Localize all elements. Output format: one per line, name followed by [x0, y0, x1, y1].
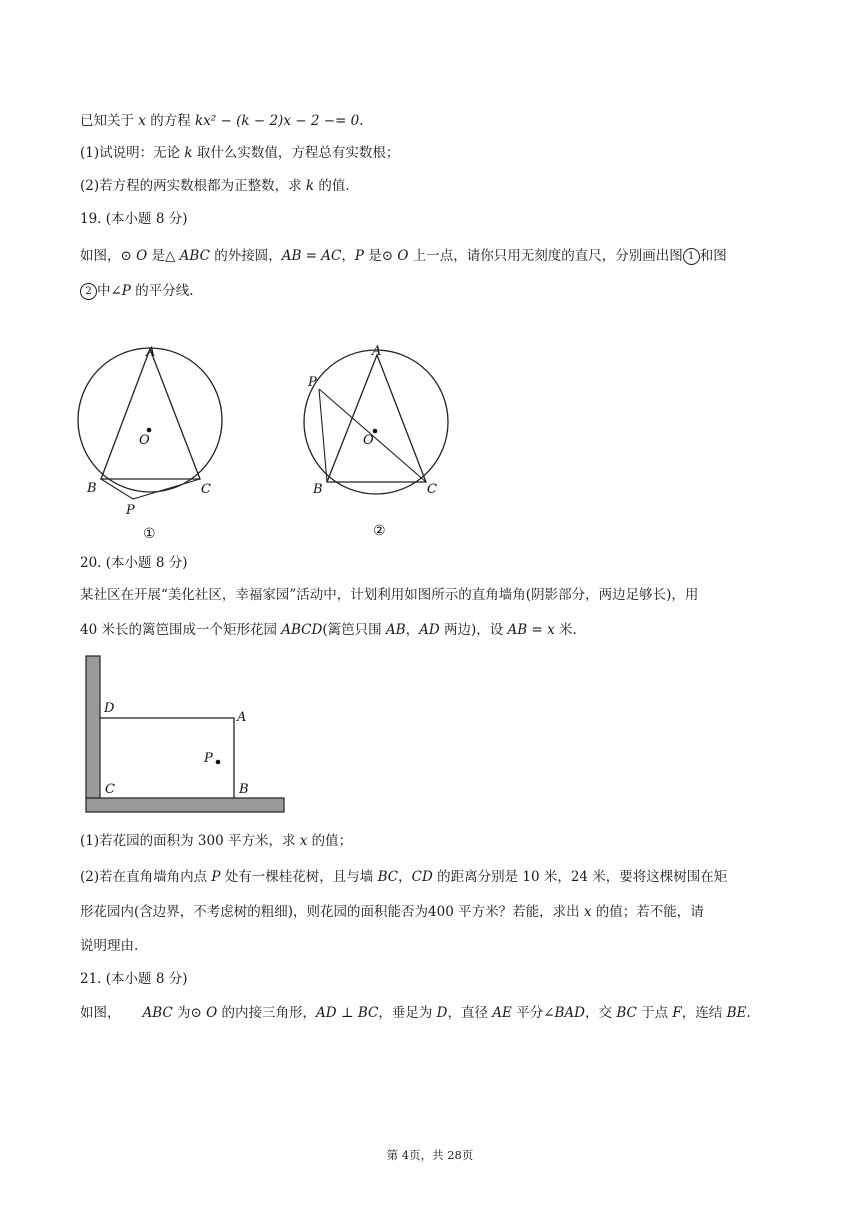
fig-label-c: C	[105, 782, 115, 797]
fig1-label-p: P	[126, 503, 135, 518]
fig1-label-b: B	[87, 481, 97, 496]
q19-line1: 如图，⊙ O 是△ ABC 的外接圆，AB = AC，P 是⊙ O 上一点，请你只用无刻度的直尺，分别画出图 1 和图	[80, 248, 727, 264]
q20-part1: (1)若花园的面积为 300 平方米，求 x 的值；	[80, 833, 353, 849]
fig1-label-c: C	[201, 482, 211, 497]
fig2-caption: ②	[373, 523, 386, 539]
wall-vertical	[86, 656, 100, 798]
fig1-label-o: O	[139, 433, 150, 448]
fig2-label-b: B	[313, 482, 323, 497]
wall-horizontal	[86, 798, 284, 812]
q20-header: 20. (本小题 8 分)	[80, 555, 188, 571]
fig2-label-c: C	[427, 482, 437, 497]
q21-header: 21. (本小题 8 分)	[80, 971, 188, 987]
fig-label-b: B	[239, 782, 249, 797]
q18-part2: (2)若方程的两实数根都为正整数，求 k 的值.	[80, 178, 350, 194]
figure-number-2: 2	[80, 283, 97, 300]
q18-part1: (1)试说明：无论 k 取什么实数值，方程总有实数根；	[80, 145, 400, 161]
fig2-label-a: A	[372, 344, 382, 359]
fig1-caption: ①	[143, 526, 156, 542]
q20-part2-line3: 说明理由.	[80, 938, 139, 954]
q20-line2: 40 米长的篱笆围成一个矩形花园 ABCD(篱笆只围 AB，AD 两边)，设 AB = x 米.	[80, 622, 577, 638]
q21-line1: 如图， ABC 为⊙ O 的内接三角形，AD ⊥ BC，垂足为 D，直径 AE 平分∠BAD，交 BC 于点 F，连结 BE.	[80, 1005, 751, 1021]
q19-header: 19. (本小题 8 分)	[80, 211, 188, 227]
page-footer: 第 4页，共 28页	[386, 1148, 474, 1162]
q20-part2-line2: 形花园内(含边界，不考虑树的粗细)，则花园的面积能否为400 平方米？若能，求出 x 的值；若不能，请	[80, 904, 704, 920]
fig-label-d: D	[104, 701, 115, 716]
fig-label-a: A	[237, 710, 247, 725]
fig-label-p: P	[204, 751, 213, 766]
tree-point-p	[216, 760, 221, 765]
q20-part2-line1: (2)若在直角墙角内点 P 处有一棵桂花树，且与墙 BC，CD 的距离分别是 10 米，24 米，要将这棵树围在矩	[80, 869, 728, 885]
fig1-label-a: A	[146, 345, 156, 360]
figure-number-1: 1	[683, 248, 700, 265]
q19-line2: 2 中∠P 的平分线.	[80, 281, 194, 301]
q20-line1: 某社区在开展“美化社区，幸福家园”活动中，计划利用如图所示的直角墙角(阴影部分，两边足够长)，用	[80, 587, 699, 603]
fig2-label-o: O	[363, 433, 374, 448]
fig2-label-p: P	[308, 375, 317, 390]
fence-da-ab	[100, 718, 234, 798]
q18-stem: 已知关于 x 的方程 kx² − (k − 2)x − 2 −= 0.	[80, 113, 364, 129]
